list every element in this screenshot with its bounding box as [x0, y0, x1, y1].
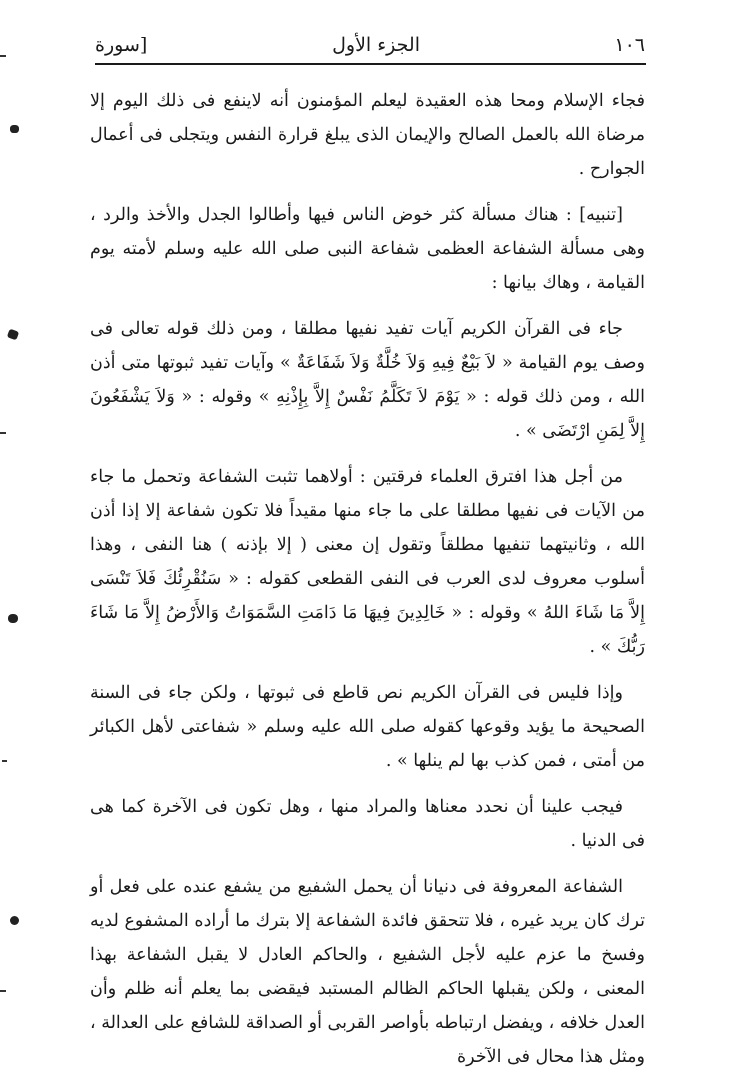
margin-tick	[0, 990, 6, 992]
paragraph: فجاء الإسلام ومحا هذه العقيدة ليعلم المؤمنون أنه لاينفع فى ذلك اليوم إلا مرضاة الله بالعمل الصالح والإيمان الذى يبلغ قرارة النفس ويتجلى فى أعمال الجوارح .	[90, 91, 645, 179]
margin-tick	[2, 760, 7, 762]
page-number: ١٠٦	[614, 34, 645, 56]
binding-hole-mark	[10, 125, 19, 133]
paragraph: الشفاعة المعروفة فى دنيانا أن يحمل الشفيع من يشفع عنده على فعل أو ترك كان يريد غيره ، فلا تتحقق فائدة الشفاعة إلا بترك ما أراده المشفوع لديه وفسخ ما عزم عليه لأجل الشفيع ، والحاكم العادل لا يقبل الشفاعة بهذا المعنى ، ولكن يقبلها الحاكم الظالم المستبد فيقضى بما يعلم أنه ظلم وأن العدل خلافه ، ويفضل ارتباطه بأواصر القربى أو الصداقة للشافع على العدالة ، ومثل هذا محال فى الآخرة	[90, 877, 645, 1067]
running-header	[95, 30, 645, 62]
binding-hole-mark	[8, 614, 18, 623]
binding-hole-mark	[7, 329, 19, 341]
paragraph: وإذا فليس فى القرآن الكريم نص قاطع فى ثبوتها ، ولكن جاء فى السنة الصحيحة ما يؤيد وقوعها كقوله صلى الله عليه وسلم « شفاعتى لأهل الكبائر من أمتى ، فمن كذب بها لم ينلها » .	[90, 683, 645, 771]
binding-hole-mark	[10, 916, 19, 925]
margin-tick	[0, 432, 6, 434]
surah-label: [سورة	[95, 34, 148, 56]
header-rule	[95, 63, 646, 65]
margin-tick	[0, 55, 6, 57]
paragraph: [تنبيه] : هناك مسألة كثر خوض الناس فيها وأطالوا الجدل والأخذ والرد ، وهى مسألة الشفاعة العظمى شفاعة النبى صلى الله عليه وسلم لأمته يوم القيامة ، وهاك بيانها :	[90, 205, 645, 293]
paragraph: فيجب علينا أن نحدد معناها والمراد منها ، وهل تكون فى الآخرة كما هى فى الدنيا .	[90, 797, 645, 851]
paragraph: من أجل هذا افترق العلماء فرقتين : أولاهما تثبت الشفاعة وتحمل ما جاء من الآيات فى نفيها مطلقا على ما جاء منها مقيداً فلا تكون شفاعة إلا إذا أذن الله ، وثانيتهما تنفيها مطلقاً وتقول إن معنى ( إلا بإذنه ) هنا النفى ، وهذا أسلوب معروف لدى العرب فى النفى القطعى كقوله : « سَنُقْرِئُكَ فَلاَ تَنْسَى إِلاَّ مَا شَاءَ اللهُ » وقوله : « خَالِدِينَ فِيهَا مَا دَامَتِ السَّمَوَاتُ وَالأَرْضُ إِلاَّ مَا شَاءَ رَبُّكَ » .	[90, 467, 645, 657]
book-part-title: الجزء الأول	[332, 34, 420, 56]
paragraph: جاء فى القرآن الكريم آيات تفيد نفيها مطلقا ، ومن ذلك قوله تعالى فى وصف يوم القيامة « لاَ بَيْعٌ فِيهِ وَلاَ خُلَّةٌ وَلاَ شَفَاعَةٌ » وآيات تفيد ثبوتها متى أذن الله ، ومن ذلك قوله : « يَوْمَ لاَ تَكَلَّمُ نَفْسٌ إِلاَّ بِإِذْنِهِ » وقوله : « وَلاَ يَشْفَعُونَ إِلاَّ لِمَنِ ارْتَضَى » .	[90, 319, 645, 441]
page-body	[90, 84, 645, 1086]
